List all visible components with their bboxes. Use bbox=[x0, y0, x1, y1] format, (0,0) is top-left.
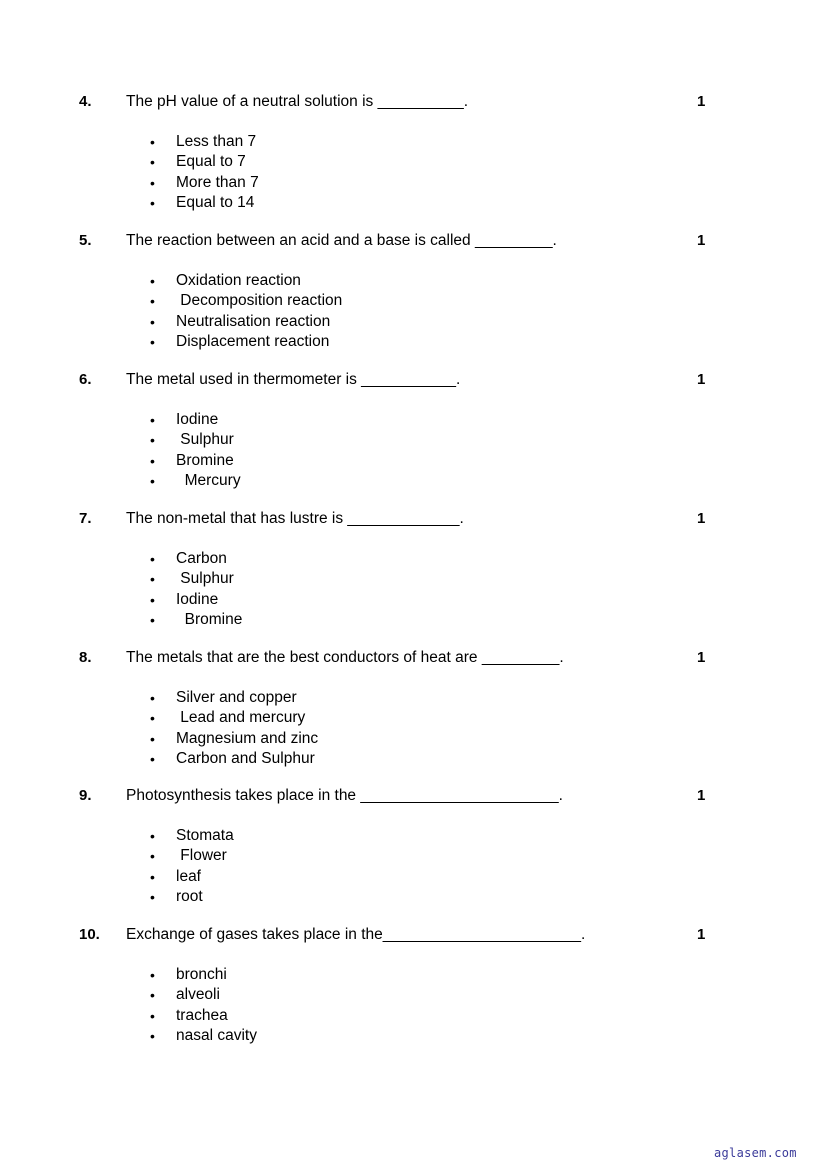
question-number: 9. bbox=[79, 787, 92, 804]
option-text: Less than 7 bbox=[176, 133, 257, 150]
option-text: Iodine bbox=[176, 590, 219, 608]
question-marks: 1 bbox=[697, 787, 706, 804]
option-text: Equal to 14 bbox=[176, 193, 255, 211]
bullet-icon: • bbox=[150, 710, 155, 727]
option-text: alveoli bbox=[176, 986, 220, 1004]
question-marks: 1 bbox=[697, 510, 706, 527]
question-text: The metals that are the best conductors of heat are _________. bbox=[126, 649, 564, 666]
question-marks: 1 bbox=[697, 649, 706, 666]
bullet-icon: • bbox=[150, 154, 155, 171]
option-text: Neutralisation reaction bbox=[176, 312, 331, 330]
bullet-icon: • bbox=[150, 591, 155, 608]
question-text: The metal used in thermometer is ___________. bbox=[126, 371, 461, 388]
bullet-icon: • bbox=[150, 472, 155, 489]
bullet-icon: • bbox=[150, 888, 155, 905]
option-text: More than 7 bbox=[176, 173, 259, 191]
question-text: The reaction between an acid and a base is called _________. bbox=[126, 232, 557, 249]
bullet-icon: • bbox=[150, 452, 155, 469]
option-text: Flower bbox=[176, 847, 227, 865]
question-number: 10. bbox=[79, 926, 100, 943]
bullet-icon: • bbox=[150, 333, 155, 350]
option-text: Mercury bbox=[176, 471, 241, 489]
question-number: 5. bbox=[79, 232, 92, 249]
option-text: trachea bbox=[176, 1006, 228, 1024]
option-text: Sulphur bbox=[176, 431, 234, 449]
option-text: leaf bbox=[176, 867, 201, 885]
bullet-icon: • bbox=[150, 868, 155, 885]
bullet-icon: • bbox=[150, 432, 155, 449]
bullet-icon: • bbox=[150, 174, 155, 191]
bullet-icon: • bbox=[150, 967, 155, 983]
question-number: 6. bbox=[79, 371, 92, 388]
bullet-icon: • bbox=[150, 690, 155, 706]
bullet-icon: • bbox=[150, 273, 155, 289]
option-text: Displacement reaction bbox=[176, 332, 330, 350]
option-text: Equal to 7 bbox=[176, 153, 246, 171]
bullet-icon: • bbox=[150, 412, 155, 428]
question-marks: 1 bbox=[697, 371, 706, 388]
option-text: Decomposition reaction bbox=[176, 292, 343, 310]
bullet-icon: • bbox=[150, 313, 155, 330]
bullet-icon: • bbox=[150, 293, 155, 310]
watermark-footer: aglasem.com bbox=[714, 1146, 797, 1160]
option-text: Oxidation reaction bbox=[176, 272, 301, 289]
option-text: nasal cavity bbox=[176, 1026, 257, 1044]
option-text: Carbon bbox=[176, 550, 227, 567]
bullet-icon: • bbox=[150, 1007, 155, 1024]
question-number: 8. bbox=[79, 649, 92, 666]
question-number: 7. bbox=[79, 510, 92, 527]
option-text: Bromine bbox=[176, 610, 243, 628]
option-text: Carbon and Sulphur bbox=[176, 749, 315, 767]
bullet-icon: • bbox=[150, 987, 155, 1004]
option-text: Magnesium and zinc bbox=[176, 729, 319, 747]
bullet-icon: • bbox=[150, 828, 155, 844]
option-text: root bbox=[176, 887, 203, 905]
bullet-icon: • bbox=[150, 611, 155, 628]
option-text: Iodine bbox=[176, 411, 219, 428]
option-text: Silver and copper bbox=[176, 689, 297, 706]
question-marks: 1 bbox=[697, 93, 706, 110]
option-text: Bromine bbox=[176, 451, 234, 469]
option-text: Stomata bbox=[176, 827, 234, 844]
bullet-icon: • bbox=[150, 551, 155, 567]
question-marks: 1 bbox=[697, 926, 706, 943]
option-text: Lead and mercury bbox=[176, 709, 306, 727]
bullet-icon: • bbox=[150, 571, 155, 588]
option-text: bronchi bbox=[176, 966, 227, 983]
option-text: Sulphur bbox=[176, 570, 234, 588]
question-number: 4. bbox=[79, 93, 92, 110]
bullet-icon: • bbox=[150, 134, 155, 150]
bullet-icon: • bbox=[150, 1027, 155, 1044]
question-text: Photosynthesis takes place in the _______________________. bbox=[126, 787, 563, 804]
bullet-icon: • bbox=[150, 750, 155, 767]
bullet-icon: • bbox=[150, 730, 155, 747]
question-marks: 1 bbox=[697, 232, 706, 249]
bullet-icon: • bbox=[150, 194, 155, 211]
bullet-icon: • bbox=[150, 848, 155, 865]
question-text: The non-metal that has lustre is _____________. bbox=[126, 510, 464, 527]
question-text: The pH value of a neutral solution is __________. bbox=[126, 93, 469, 110]
question-text: Exchange of gases takes place in the_______________________. bbox=[126, 926, 586, 943]
